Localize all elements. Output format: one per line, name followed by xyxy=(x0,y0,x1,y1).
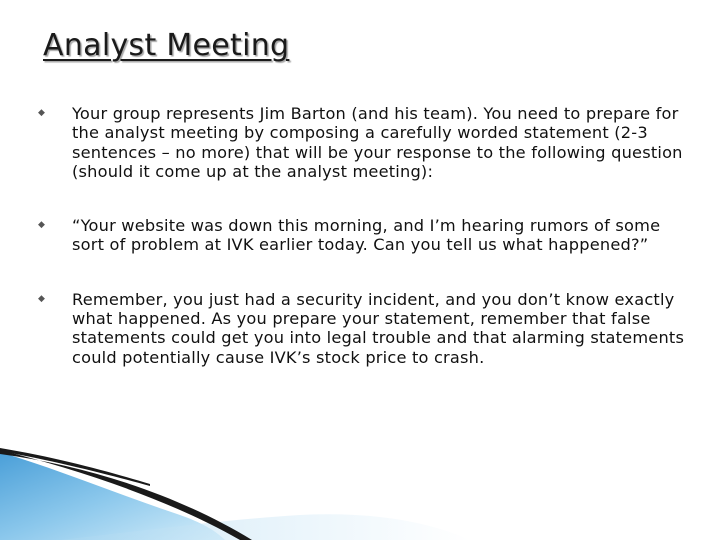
bullet-list xyxy=(38,104,688,402)
bullet-marker-icon: ◆ xyxy=(38,108,46,118)
bullet-item xyxy=(38,216,688,255)
bullet-text: Your group represents Jim Barton (and his team). You need to prepare for the analyst meeting by composing a carefully worded statement (2-3 sentences – no more) that will be your response to the following question (should it come up at the analyst meeting): xyxy=(72,104,683,181)
slide-title: Analyst Meeting xyxy=(43,28,290,63)
bullet-marker-icon: ◆ xyxy=(38,293,46,304)
bullet-item xyxy=(38,290,688,367)
bullet-text: “Your website was down this morning, and I’m hearing rumors of some sort of problem at IVK earlier today. Can you tell us what happened?” xyxy=(72,216,661,255)
bullet-text: Remember, you just had a security incident, and you don’t know exactly what happened. As you prepare your statement, remember that false statements could get you into legal trouble and that alarming statements could potentially cause IVK’s stock price to crash. xyxy=(72,289,685,367)
bullet-item xyxy=(38,104,688,181)
bullet-marker-icon: ◆ xyxy=(38,220,46,231)
corner-wave-decoration xyxy=(0,440,720,540)
